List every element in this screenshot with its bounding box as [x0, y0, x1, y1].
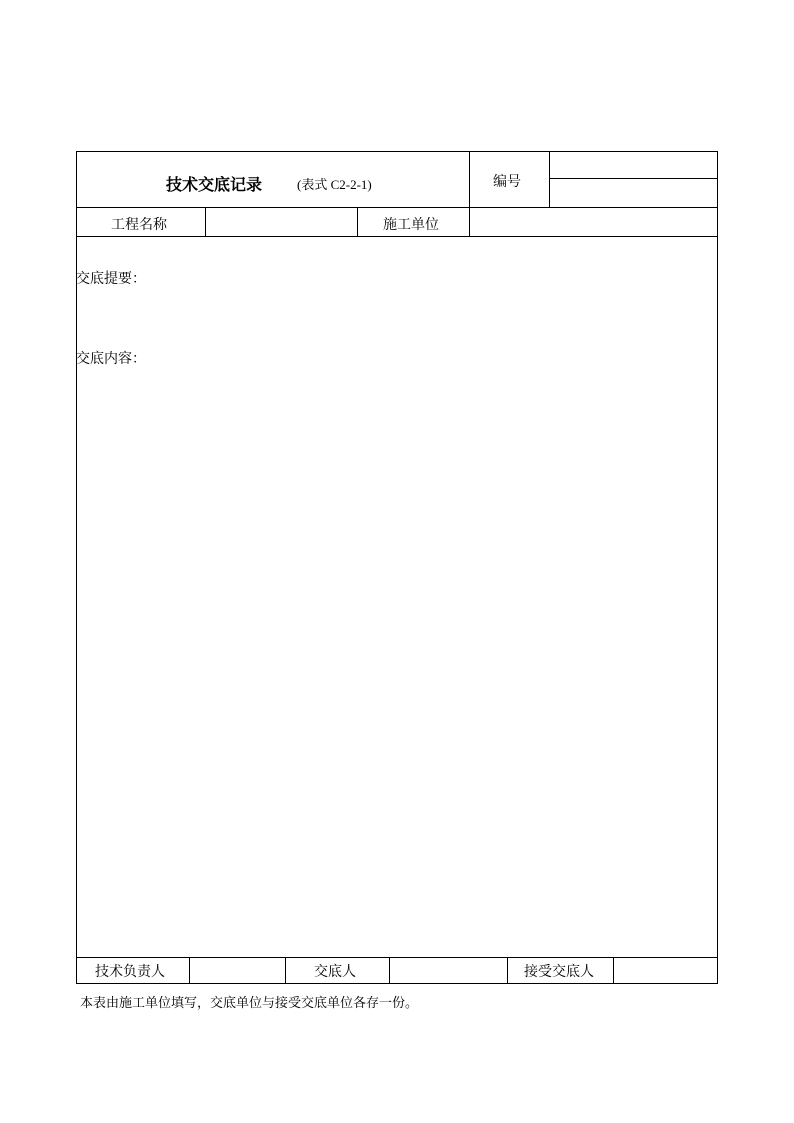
- receiver-label: 接受交底人: [524, 964, 594, 980]
- tech-lead-value-right-border: [285, 957, 286, 984]
- content-label: 交底内容：: [76, 351, 146, 367]
- form-code: (表式 C2-2-1): [297, 177, 372, 192]
- construction-unit-label: 施工单位: [383, 217, 439, 233]
- discloser-gap-right-border: [507, 957, 508, 984]
- tech-lead-field[interactable]: [190, 958, 285, 984]
- project-value-right-border: [357, 207, 358, 237]
- construction-unit-field[interactable]: [470, 208, 717, 236]
- project-name-field[interactable]: [206, 208, 357, 236]
- technical-disclosure-form: [76, 151, 718, 984]
- project-name-label: 工程名称: [111, 217, 167, 233]
- info-row-bottom-border: [77, 236, 717, 237]
- summary-label: 交底提要：: [76, 271, 146, 287]
- discloser-field[interactable]: [390, 958, 507, 984]
- number-field-2[interactable]: [550, 179, 717, 207]
- number-field-1[interactable]: [550, 152, 717, 178]
- number-label: 编号: [493, 174, 521, 190]
- tech-lead-label: 技术负责人: [95, 964, 165, 980]
- receiver-field[interactable]: [614, 958, 717, 984]
- footer-note: 本表由施工单位填写，交底单位与接受交底单位各存一份。: [80, 996, 419, 1011]
- form-title: 技术交底记录: [166, 175, 263, 194]
- discloser-label: 交底人: [314, 964, 356, 980]
